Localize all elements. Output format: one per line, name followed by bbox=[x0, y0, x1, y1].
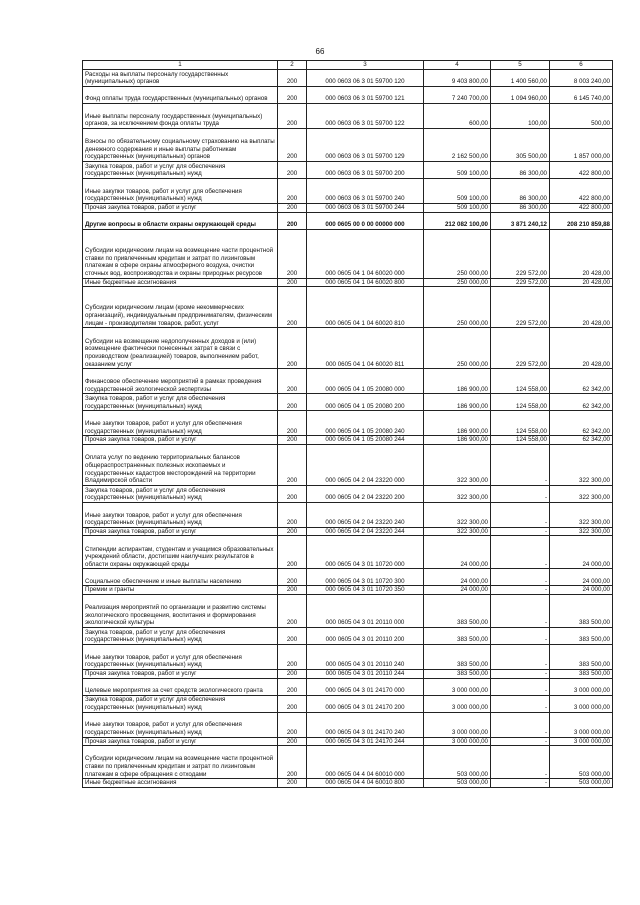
header-col-4: 4 bbox=[424, 61, 491, 70]
row-executed-cell: - bbox=[491, 746, 550, 779]
table-row bbox=[83, 527, 613, 536]
row-plan-cell: 322 300,00 bbox=[424, 485, 491, 502]
row-grbs-cell: 200 bbox=[278, 594, 307, 627]
row-executed-cell: - bbox=[491, 779, 550, 788]
row-remainder-cell: 20 428,00 bbox=[550, 278, 613, 287]
row-executed-cell: - bbox=[491, 712, 550, 737]
row-name-cell: Закупка товаров, работ и услуг для обеспечения государственных (муниципальных) нужд bbox=[83, 485, 278, 502]
row-executed-cell: 1 400 560,00 bbox=[491, 70, 550, 87]
table-row bbox=[83, 369, 613, 394]
row-plan-cell: 383 500,00 bbox=[424, 627, 491, 644]
table-row bbox=[83, 444, 613, 485]
row-name-cell: Прочая закупка товаров, работ и услуг bbox=[83, 204, 278, 213]
row-plan-cell: 383 500,00 bbox=[424, 669, 491, 678]
row-name-cell: Субсидии юридическим лицам (кроме некоммерческих организаций), индивидуальным предпринимателям, физическим лицам - производителям товаров, работ, услуг bbox=[83, 287, 278, 328]
row-remainder-cell: 383 500,00 bbox=[550, 627, 613, 644]
row-code-cell: 000 0605 00 0 00 00000 000 bbox=[307, 212, 424, 229]
row-name-cell: Иные закупки товаров, работ и услуг для обеспечения государственных (муниципальных) нужд bbox=[83, 179, 278, 204]
row-executed-cell: 3 871 240,12 bbox=[491, 212, 550, 229]
table-row bbox=[83, 627, 613, 644]
row-code-cell: 000 0603 06 3 01 59700 120 bbox=[307, 70, 424, 87]
row-name-cell: Оплата услуг по ведению территориальных балансов общераспространенных полезных ископаемых и государственных кадастров месторождений на территории Владимирской области bbox=[83, 444, 278, 485]
row-remainder-cell: 8 003 240,00 bbox=[550, 70, 613, 87]
row-code-cell: 000 0605 04 3 01 24170 244 bbox=[307, 737, 424, 746]
row-plan-cell: 509 100,00 bbox=[424, 179, 491, 204]
row-executed-cell: - bbox=[491, 527, 550, 536]
table-row bbox=[83, 411, 613, 436]
row-executed-cell: - bbox=[491, 444, 550, 485]
row-plan-cell: 250 000,00 bbox=[424, 229, 491, 278]
row-grbs-cell: 200 bbox=[278, 411, 307, 436]
row-name-cell: Целевые мероприятия за счет средств экологического гранта bbox=[83, 678, 278, 695]
row-grbs-cell: 200 bbox=[278, 104, 307, 129]
row-name-cell: Иные закупки товаров, работ и услуг для обеспечения государственных (муниципальных) нужд bbox=[83, 644, 278, 669]
row-remainder-cell: 6 145 740,00 bbox=[550, 87, 613, 104]
row-code-cell: 000 0605 04 3 01 20110 240 bbox=[307, 644, 424, 669]
header-col-6: 6 bbox=[550, 61, 613, 70]
row-name-cell: Закупка товаров, работ и услуг для обеспечения государственных (муниципальных) нужд bbox=[83, 627, 278, 644]
table-row bbox=[83, 669, 613, 678]
row-name-cell: Иные закупки товаров, работ и услуг для обеспечения государственных (муниципальных) нужд bbox=[83, 502, 278, 527]
row-name-cell: Другие вопросы в области охраны окружающей среды bbox=[83, 212, 278, 229]
row-code-cell: 000 0605 04 3 01 10720 000 bbox=[307, 536, 424, 569]
row-executed-cell: - bbox=[491, 485, 550, 502]
row-name-cell: Финансовое обеспечение мероприятий в рамках проведения государственной экологической экспертизы bbox=[83, 369, 278, 394]
row-executed-cell: 229 572,00 bbox=[491, 328, 550, 369]
row-code-cell: 000 0605 04 1 04 60020 811 bbox=[307, 328, 424, 369]
table-row bbox=[83, 644, 613, 669]
table-row bbox=[83, 229, 613, 278]
row-plan-cell: 3 000 000,00 bbox=[424, 737, 491, 746]
row-plan-cell: 186 900,00 bbox=[424, 394, 491, 411]
header-col-2: 2 bbox=[278, 61, 307, 70]
row-plan-cell: 3 000 000,00 bbox=[424, 712, 491, 737]
table-row bbox=[83, 569, 613, 586]
row-grbs-cell: 200 bbox=[278, 394, 307, 411]
row-remainder-cell: 422 800,00 bbox=[550, 162, 613, 179]
row-plan-cell: 3 000 000,00 bbox=[424, 678, 491, 695]
table-row bbox=[83, 104, 613, 129]
table-row bbox=[83, 502, 613, 527]
table-row bbox=[83, 536, 613, 569]
row-executed-cell: 124 558,00 bbox=[491, 436, 550, 445]
row-grbs-cell: 200 bbox=[278, 436, 307, 445]
row-code-cell: 000 0603 06 3 01 59700 244 bbox=[307, 204, 424, 213]
row-grbs-cell: 200 bbox=[278, 204, 307, 213]
row-name-cell: Прочая закупка товаров, работ и услуг bbox=[83, 436, 278, 445]
row-remainder-cell: 20 428,00 bbox=[550, 328, 613, 369]
page-number: 66 bbox=[315, 47, 325, 56]
row-executed-cell: - bbox=[491, 569, 550, 586]
row-name-cell: Стипендии аспирантам, студентам и учащимся образовательных учреждений области, достигшим наилучших результатов в области охраны окружающей среды bbox=[83, 536, 278, 569]
row-grbs-cell: 200 bbox=[278, 485, 307, 502]
row-plan-cell: 9 403 800,00 bbox=[424, 70, 491, 87]
row-plan-cell: 3 000 000,00 bbox=[424, 695, 491, 712]
row-name-cell: Социальное обеспечение и иные выплаты населению bbox=[83, 569, 278, 586]
row-plan-cell: 322 300,00 bbox=[424, 527, 491, 536]
table-row bbox=[83, 70, 613, 87]
row-name-cell: Взносы по обязательному социальному страхованию на выплаты денежного содержания и иные выплаты работникам государственных (муниципальных) органов bbox=[83, 129, 278, 162]
row-grbs-cell: 200 bbox=[278, 87, 307, 104]
row-code-cell: 000 0603 06 3 01 59700 121 bbox=[307, 87, 424, 104]
row-plan-cell: 322 300,00 bbox=[424, 444, 491, 485]
row-plan-cell: 2 162 500,00 bbox=[424, 129, 491, 162]
row-executed-cell: 124 558,00 bbox=[491, 394, 550, 411]
row-remainder-cell: 322 300,00 bbox=[550, 502, 613, 527]
row-executed-cell: - bbox=[491, 594, 550, 627]
row-remainder-cell: 383 500,00 bbox=[550, 669, 613, 678]
row-grbs-cell: 200 bbox=[278, 70, 307, 87]
row-grbs-cell: 200 bbox=[278, 536, 307, 569]
row-code-cell: 000 0605 04 2 04 23220 240 bbox=[307, 502, 424, 527]
row-name-cell: Закупка товаров, работ и услуг для обеспечения государственных (муниципальных) нужд bbox=[83, 695, 278, 712]
row-remainder-cell: 322 300,00 bbox=[550, 485, 613, 502]
row-plan-cell: 250 000,00 bbox=[424, 287, 491, 328]
row-name-cell: Расходы на выплаты персоналу государственных (муниципальных) органов bbox=[83, 70, 278, 87]
table-row bbox=[83, 712, 613, 737]
row-executed-cell: - bbox=[491, 678, 550, 695]
row-executed-cell: 229 572,00 bbox=[491, 278, 550, 287]
row-grbs-cell: 200 bbox=[278, 328, 307, 369]
row-executed-cell: - bbox=[491, 669, 550, 678]
row-remainder-cell: 62 342,00 bbox=[550, 436, 613, 445]
row-remainder-cell: 422 800,00 bbox=[550, 204, 613, 213]
row-plan-cell: 24 000,00 bbox=[424, 536, 491, 569]
row-name-cell: Иные закупки товаров, работ и услуг для обеспечения государственных (муниципальных) нужд bbox=[83, 712, 278, 737]
row-grbs-cell: 200 bbox=[278, 569, 307, 586]
row-remainder-cell: 3 000 000,00 bbox=[550, 678, 613, 695]
row-code-cell: 000 0605 04 1 05 20080 200 bbox=[307, 394, 424, 411]
row-remainder-cell: 24 000,00 bbox=[550, 536, 613, 569]
row-code-cell: 000 0605 04 1 05 20080 240 bbox=[307, 411, 424, 436]
row-code-cell: 000 0605 04 4 04 60010 000 bbox=[307, 746, 424, 779]
row-name-cell: Субсидии на возмещение недополученных доходов и (или) возмещение фактически понесенных затрат в связи с производством (реализацией) товаров, выполнением работ, оказанием услуг bbox=[83, 328, 278, 369]
table-row bbox=[83, 328, 613, 369]
row-code-cell: 000 0605 04 2 04 23220 000 bbox=[307, 444, 424, 485]
row-code-cell: 000 0603 06 3 01 59700 122 bbox=[307, 104, 424, 129]
table-row bbox=[83, 586, 613, 595]
row-executed-cell: 124 558,00 bbox=[491, 411, 550, 436]
row-remainder-cell: 500,00 bbox=[550, 104, 613, 129]
row-code-cell: 000 0605 04 3 01 10720 300 bbox=[307, 569, 424, 586]
table-header-row bbox=[83, 61, 613, 70]
row-name-cell: Прочая закупка товаров, работ и услуг bbox=[83, 737, 278, 746]
row-name-cell: Иные бюджетные ассигнования bbox=[83, 779, 278, 788]
row-code-cell: 000 0605 04 3 01 24170 240 bbox=[307, 712, 424, 737]
row-name-cell: Субсидии юридическим лицам на возмещение части процентной ставки по привлеченным кредитам и затрат по лизинговым платежам в сфере обращения с отходами bbox=[83, 746, 278, 779]
row-grbs-cell: 200 bbox=[278, 287, 307, 328]
table-row bbox=[83, 394, 613, 411]
row-grbs-cell: 200 bbox=[278, 278, 307, 287]
row-code-cell: 000 0605 04 1 04 60020 810 bbox=[307, 287, 424, 328]
row-remainder-cell: 20 428,00 bbox=[550, 287, 613, 328]
row-name-cell: Иные выплаты персоналу государственных (муниципальных) органов, за исключением фонда оплаты труда bbox=[83, 104, 278, 129]
row-executed-cell: - bbox=[491, 695, 550, 712]
row-code-cell: 000 0605 04 3 01 10720 350 bbox=[307, 586, 424, 595]
row-remainder-cell: 322 300,00 bbox=[550, 527, 613, 536]
row-name-cell: Закупка товаров, работ и услуг для обеспечения государственных (муниципальных) нужд bbox=[83, 394, 278, 411]
row-grbs-cell: 200 bbox=[278, 678, 307, 695]
row-remainder-cell: 383 500,00 bbox=[550, 644, 613, 669]
table-row bbox=[83, 678, 613, 695]
row-plan-cell: 7 240 700,00 bbox=[424, 87, 491, 104]
row-plan-cell: 186 900,00 bbox=[424, 436, 491, 445]
row-grbs-cell: 200 bbox=[278, 502, 307, 527]
table-row bbox=[83, 212, 613, 229]
row-grbs-cell: 200 bbox=[278, 644, 307, 669]
row-grbs-cell: 200 bbox=[278, 627, 307, 644]
row-plan-cell: 600,00 bbox=[424, 104, 491, 129]
row-executed-cell: 229 572,00 bbox=[491, 229, 550, 278]
row-code-cell: 000 0603 06 3 01 59700 129 bbox=[307, 129, 424, 162]
row-remainder-cell: 3 000 000,00 bbox=[550, 695, 613, 712]
row-executed-cell: 86 300,00 bbox=[491, 204, 550, 213]
row-grbs-cell: 200 bbox=[278, 779, 307, 788]
row-executed-cell: 1 094 960,00 bbox=[491, 87, 550, 104]
table-row bbox=[83, 278, 613, 287]
row-grbs-cell: 200 bbox=[278, 179, 307, 204]
row-plan-cell: 383 500,00 bbox=[424, 594, 491, 627]
row-code-cell: 000 0603 06 3 01 59700 240 bbox=[307, 179, 424, 204]
row-executed-cell: - bbox=[491, 536, 550, 569]
row-plan-cell: 24 000,00 bbox=[424, 569, 491, 586]
row-remainder-cell: 62 342,00 bbox=[550, 411, 613, 436]
row-plan-cell: 250 000,00 bbox=[424, 328, 491, 369]
row-name-cell: Закупка товаров, работ и услуг для обеспечения государственных (муниципальных) нужд bbox=[83, 162, 278, 179]
row-grbs-cell: 200 bbox=[278, 669, 307, 678]
row-grbs-cell: 200 bbox=[278, 229, 307, 278]
table-row bbox=[83, 287, 613, 328]
row-name-cell: Иные бюджетные ассигнования bbox=[83, 278, 278, 287]
row-plan-cell: 212 082 100,00 bbox=[424, 212, 491, 229]
row-grbs-cell: 200 bbox=[278, 586, 307, 595]
row-code-cell: 000 0605 04 1 05 20080 000 bbox=[307, 369, 424, 394]
row-remainder-cell: 1 857 000,00 bbox=[550, 129, 613, 162]
row-grbs-cell: 200 bbox=[278, 695, 307, 712]
row-name-cell: Реализация мероприятий по организации и развитию системы экологического просвещения, воспитания и формирования экологической культуры bbox=[83, 594, 278, 627]
row-remainder-cell: 422 800,00 bbox=[550, 179, 613, 204]
row-name-cell: Субсидии юридическим лицам на возмещение части процентной ставки по привлеченным кредитам и затрат по лизинговым платежам в сфере охраны атмосферного воздуха, очистки сточных вод, воспроизводства и охраны природных ресурсов bbox=[83, 229, 278, 278]
table-row bbox=[83, 695, 613, 712]
row-code-cell: 000 0605 04 3 01 20110 000 bbox=[307, 594, 424, 627]
row-plan-cell: 24 000,00 bbox=[424, 586, 491, 595]
row-grbs-cell: 200 bbox=[278, 369, 307, 394]
table-row bbox=[83, 129, 613, 162]
header-col-1: 1 bbox=[83, 61, 278, 70]
row-code-cell: 000 0605 04 2 04 23220 200 bbox=[307, 485, 424, 502]
row-executed-cell: - bbox=[491, 627, 550, 644]
row-plan-cell: 322 300,00 bbox=[424, 502, 491, 527]
header-col-5: 5 bbox=[491, 61, 550, 70]
row-code-cell: 000 0605 04 2 04 23220 244 bbox=[307, 527, 424, 536]
table-row bbox=[83, 737, 613, 746]
table-row bbox=[83, 204, 613, 213]
row-remainder-cell: 62 342,00 bbox=[550, 369, 613, 394]
row-code-cell: 000 0605 04 1 04 60020 000 bbox=[307, 229, 424, 278]
row-code-cell: 000 0605 04 3 01 20110 244 bbox=[307, 669, 424, 678]
row-grbs-cell: 200 bbox=[278, 212, 307, 229]
row-executed-cell: - bbox=[491, 502, 550, 527]
row-code-cell: 000 0605 04 4 04 60010 800 bbox=[307, 779, 424, 788]
row-code-cell: 000 0603 06 3 01 59700 200 bbox=[307, 162, 424, 179]
row-code-cell: 000 0605 04 1 04 60020 800 bbox=[307, 278, 424, 287]
row-grbs-cell: 200 bbox=[278, 746, 307, 779]
row-name-cell: Премии и гранты bbox=[83, 586, 278, 595]
row-name-cell: Фонд оплаты труда государственных (муниципальных) органов bbox=[83, 87, 278, 104]
row-plan-cell: 503 000,00 bbox=[424, 746, 491, 779]
row-executed-cell: 229 572,00 bbox=[491, 287, 550, 328]
row-code-cell: 000 0605 04 1 05 20080 244 bbox=[307, 436, 424, 445]
row-remainder-cell: 20 428,00 bbox=[550, 229, 613, 278]
row-executed-cell: - bbox=[491, 644, 550, 669]
row-grbs-cell: 200 bbox=[278, 712, 307, 737]
row-plan-cell: 503 000,00 bbox=[424, 779, 491, 788]
row-code-cell: 000 0605 04 3 01 24170 200 bbox=[307, 695, 424, 712]
row-name-cell: Иные закупки товаров, работ и услуг для обеспечения государственных (муниципальных) нужд bbox=[83, 411, 278, 436]
table-row bbox=[83, 87, 613, 104]
row-remainder-cell: 503 000,00 bbox=[550, 746, 613, 779]
row-plan-cell: 383 500,00 bbox=[424, 644, 491, 669]
row-executed-cell: 305 500,00 bbox=[491, 129, 550, 162]
row-plan-cell: 250 000,00 bbox=[424, 278, 491, 287]
row-remainder-cell: 3 000 000,00 bbox=[550, 737, 613, 746]
row-remainder-cell: 24 000,00 bbox=[550, 586, 613, 595]
row-plan-cell: 186 900,00 bbox=[424, 369, 491, 394]
row-executed-cell: 100,00 bbox=[491, 104, 550, 129]
row-executed-cell: 86 300,00 bbox=[491, 179, 550, 204]
budget-table bbox=[82, 60, 613, 788]
row-grbs-cell: 200 bbox=[278, 444, 307, 485]
row-plan-cell: 186 900,00 bbox=[424, 411, 491, 436]
table-row bbox=[83, 746, 613, 779]
row-remainder-cell: 322 300,00 bbox=[550, 444, 613, 485]
table-row bbox=[83, 594, 613, 627]
row-grbs-cell: 200 bbox=[278, 527, 307, 536]
table-row bbox=[83, 485, 613, 502]
row-name-cell: Прочая закупка товаров, работ и услуг bbox=[83, 527, 278, 536]
table-body bbox=[83, 70, 613, 788]
table-row bbox=[83, 179, 613, 204]
row-name-cell: Прочая закупка товаров, работ и услуг bbox=[83, 669, 278, 678]
row-executed-cell: 124 558,00 bbox=[491, 369, 550, 394]
row-remainder-cell: 208 210 859,88 bbox=[550, 212, 613, 229]
table-row bbox=[83, 779, 613, 788]
row-remainder-cell: 383 500,00 bbox=[550, 594, 613, 627]
row-code-cell: 000 0605 04 3 01 24170 000 bbox=[307, 678, 424, 695]
row-grbs-cell: 200 bbox=[278, 737, 307, 746]
row-executed-cell: 86 300,00 bbox=[491, 162, 550, 179]
row-remainder-cell: 24 000,00 bbox=[550, 569, 613, 586]
row-grbs-cell: 200 bbox=[278, 129, 307, 162]
row-executed-cell: - bbox=[491, 586, 550, 595]
table-row bbox=[83, 162, 613, 179]
header-col-3: 3 bbox=[307, 61, 424, 70]
row-code-cell: 000 0605 04 3 01 20110 200 bbox=[307, 627, 424, 644]
row-executed-cell: - bbox=[491, 737, 550, 746]
table-row bbox=[83, 436, 613, 445]
row-remainder-cell: 3 000 000,00 bbox=[550, 712, 613, 737]
row-plan-cell: 509 100,00 bbox=[424, 162, 491, 179]
row-remainder-cell: 62 342,00 bbox=[550, 394, 613, 411]
row-grbs-cell: 200 bbox=[278, 162, 307, 179]
row-remainder-cell: 503 000,00 bbox=[550, 779, 613, 788]
row-plan-cell: 509 100,00 bbox=[424, 204, 491, 213]
